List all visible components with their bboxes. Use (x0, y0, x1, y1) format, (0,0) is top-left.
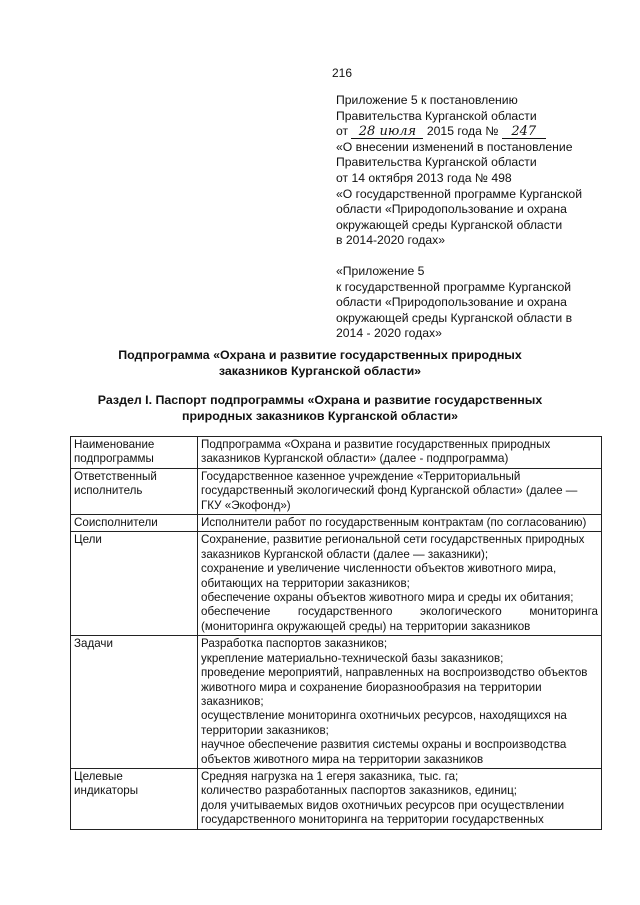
label-line: Наименование (74, 438, 155, 451)
year-text: 2015 года № (426, 124, 499, 139)
value-line: Подпрограмма «Охрана и развитие государственных природных (201, 438, 551, 451)
label-line: подпрограммы (74, 452, 154, 466)
label-line: индикаторы (74, 784, 139, 798)
row-value (198, 468, 602, 514)
value-line: обеспечение государственного экологического мониторинга (201, 605, 598, 619)
value-line: Исполнители работ по государственным контрактам (по согласованию) (201, 516, 587, 530)
row-value (198, 636, 602, 769)
table-row (71, 468, 602, 514)
page-number: 216 (332, 66, 353, 80)
annex-line: к государственной программе Курганской (336, 279, 572, 294)
amendment-line: «О государственной программе Курганской (336, 186, 583, 201)
value-line: проведение мероприятий, направленных на воспроизводство объектов (201, 666, 588, 680)
amendment-line: «О внесении изменений в постановление (336, 139, 573, 154)
value-line: территории заказников; (201, 723, 329, 737)
from-prefix: от (336, 124, 349, 139)
amendment-line: в 2014-2020 годах» (336, 233, 445, 248)
row-label (71, 636, 198, 769)
passport-table (70, 436, 602, 830)
appendix-line: Правительства Курганской области (336, 108, 537, 123)
value-line: заказников Курганской области» (далее - подпрограмма) (201, 452, 509, 466)
label-line: Соисполнители (74, 516, 158, 530)
table-row (71, 636, 602, 769)
value-line: укрепление материально-технической базы заказников; (201, 651, 504, 665)
section-title-line: природных заказников Курганской области» (181, 409, 459, 423)
table-row (71, 515, 602, 532)
value-line: Сохранение, развитие региональной сети государственных природных (201, 533, 585, 547)
row-label (71, 437, 198, 469)
value-line: обеспечение охраны объектов животного мира и среды их обитания; (201, 591, 574, 605)
handwritten-date: 28 июля (351, 126, 423, 139)
label-line: Цели (74, 533, 102, 547)
table-row (71, 437, 602, 469)
row-value (198, 532, 602, 636)
value-line: научное обеспечение развития системы охраны и воспроизводства (201, 738, 567, 752)
label-line: Задачи (74, 637, 113, 651)
row-label (71, 768, 198, 829)
value-line: объектов животного мира на территории заказников (201, 752, 484, 766)
row-value (198, 768, 602, 829)
appendix-line: Приложение 5 к постановлению (336, 93, 518, 107)
subprogram-title (0, 347, 640, 379)
appendix-date-line (336, 124, 616, 140)
table-row (71, 768, 602, 829)
table-row (71, 532, 602, 636)
value-line: Разработка паспортов заказников; (201, 637, 388, 651)
value-line: количество разработанных паспортов заказников, единиц; (201, 784, 518, 798)
value-line: заказников Курганской области (далее — заказники); (201, 547, 489, 561)
value-line: обитающих на территории заказников; (201, 576, 410, 590)
section-title-line: Раздел I. Паспорт подпрограммы «Охрана и развитие государственных (97, 393, 543, 407)
subprogram-title-line: Подпрограмма «Охрана и развитие государственных природных (118, 348, 522, 362)
value-line: ГКУ «Экофонд») (201, 498, 291, 512)
handwritten-number: 247 (502, 126, 546, 139)
value-line: доля учитываемых видов охотничьих ресурсов при осуществлении (201, 798, 565, 812)
value-line: заказников; (201, 694, 264, 708)
value-line: государственный экологический фонд Курганской области» (далее — (201, 484, 578, 498)
value-line: сохранение и увеличение численности объектов животного мира, (201, 562, 557, 576)
amendment-line: окружающей среды Курганской области (336, 217, 563, 232)
row-value (198, 515, 602, 532)
row-value (198, 437, 602, 469)
value-line: животного мира и сохранение биоразнообразия на территории (201, 680, 542, 694)
subprogram-title-line: заказников Курганской области» (218, 364, 422, 378)
label-line: Целевые (74, 769, 123, 783)
annex-line: области «Природопользование и охрана (336, 295, 567, 310)
amendment-line: от 14 октября 2013 года № 498 (336, 170, 512, 185)
annex-line: окружающей среды Курганской области в (336, 310, 573, 325)
value-line: осуществление мониторинга охотничьих ресурсов, находящихся на (201, 709, 567, 723)
amendment-line: Правительства Курганской области (336, 155, 537, 170)
row-label (71, 515, 198, 532)
amendment-line: области «Природопользование и охрана (336, 202, 567, 217)
appendix-header (336, 93, 616, 342)
value-line: государственного мониторинга на территории государственных (201, 813, 544, 827)
section-title (0, 392, 640, 424)
value-line: (мониторинга окружающей среды) на территории заказников (201, 619, 531, 633)
label-line: исполнитель (74, 484, 143, 498)
label-line: Ответственный (74, 469, 157, 483)
annex-line: «Приложение 5 (336, 263, 425, 278)
row-label (71, 468, 198, 514)
row-label (71, 532, 198, 636)
value-line: Средняя нагрузка на 1 егеря заказника, тыс. га; (201, 769, 459, 783)
annex-line: 2014 - 2020 годах» (336, 326, 442, 341)
value-line: Государственное казенное учреждение «Территориальный (201, 469, 521, 483)
